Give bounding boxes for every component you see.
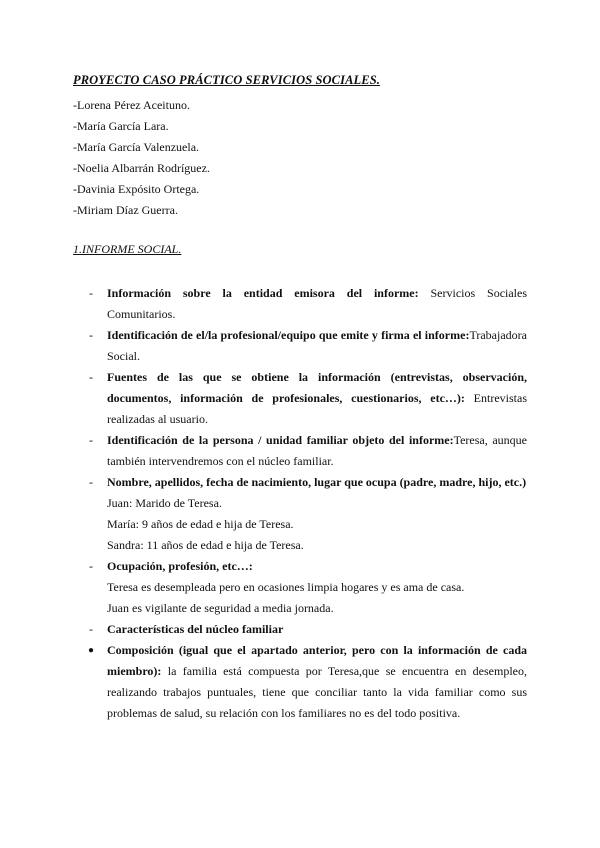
document-title: PROYECTO CASO PRÁCTICO SERVICIOS SOCIALES. <box>73 73 380 87</box>
item-label: Nombre, apellidos, fecha de nacimiento, lugar que ocupa (padre, madre, hijo, etc.) <box>107 475 527 489</box>
bullet-marker: ● <box>88 645 95 656</box>
report-item <box>73 640 527 724</box>
dash-marker: - <box>89 286 93 300</box>
item-paragraph <box>107 619 527 640</box>
dash-marker: - <box>89 559 93 573</box>
item-paragraph <box>107 283 527 325</box>
item-paragraph <box>107 556 527 577</box>
family-member-line: María: 9 años de edad e hija de Teresa. <box>107 517 294 531</box>
report-item <box>73 472 527 556</box>
item-label: Ocupación, profesión, etc…: <box>107 559 253 573</box>
item-text: Servicios Sociales Comunitarios. <box>107 286 528 321</box>
report-item <box>73 283 527 325</box>
section-title: 1.INFORME SOCIAL. <box>73 242 182 256</box>
report-item <box>73 325 527 367</box>
item-label: Características del núcleo familiar <box>107 622 284 636</box>
author-list <box>73 95 210 221</box>
occupation-line: Teresa es desempleada pero en ocasiones limpia hogares y es ama de casa. <box>107 580 465 594</box>
item-text: Entrevistas realizadas al usuario. <box>107 391 527 426</box>
item-label: Identificación de el/la profesional/equipo que emite y firma el informe: <box>107 328 470 342</box>
item-text: Trabajadora Social. <box>107 328 527 363</box>
report-item <box>73 619 527 640</box>
item-label: Identificación de la persona / unidad familiar objeto del informe: <box>107 433 454 447</box>
report-item-list <box>73 283 527 724</box>
report-item <box>73 430 527 472</box>
item-label: Información sobre la entidad emisora del informe: <box>107 286 419 300</box>
item-paragraph <box>107 367 527 430</box>
item-text: Teresa, aunque también intervendremos con el núcleo familiar. <box>107 433 527 468</box>
occupation-line: Juan es vigilante de seguridad a media jornada. <box>107 601 334 615</box>
item-label: Composición (igual que el apartado anterior, pero con la información de cada miembro): <box>107 643 527 678</box>
item-paragraph <box>107 640 527 724</box>
author-item: -Davinia Expósito Ortega. <box>73 182 200 196</box>
author-item: -Lorena Pérez Aceituno. <box>73 98 190 112</box>
dash-marker: - <box>89 328 93 342</box>
family-member-line: Juan: Marido de Teresa. <box>107 496 222 510</box>
author-item: -María García Valenzuela. <box>73 140 200 154</box>
dash-marker: - <box>89 622 93 636</box>
author-item: -María García Lara. <box>73 119 169 133</box>
dash-marker: - <box>89 370 93 384</box>
item-paragraph <box>107 472 527 493</box>
author-item: -Noelia Albarrán Rodríguez. <box>73 161 210 175</box>
dash-marker: - <box>89 475 93 489</box>
item-paragraph <box>107 325 527 367</box>
item-text: la familia está compuesta por Teresa,que se encuentra en desempleo, realizando trabajos puntuales, tiene que conciliar tanto la vida familiar como sus problemas de salud, su relación con los familiares no es del todo positiva. <box>107 664 527 720</box>
item-paragraph <box>107 430 527 472</box>
family-member-line: Sandra: 11 años de edad e hija de Teresa. <box>107 538 304 552</box>
report-item <box>73 556 527 619</box>
report-item <box>73 367 527 430</box>
dash-marker: - <box>89 433 93 447</box>
author-item: -Miriam Díaz Guerra. <box>73 203 178 217</box>
item-label: Fuentes de las que se obtiene la información (entrevistas, observación, documentos, información de profesionales, cuestionarios, etc…): <box>107 370 527 405</box>
